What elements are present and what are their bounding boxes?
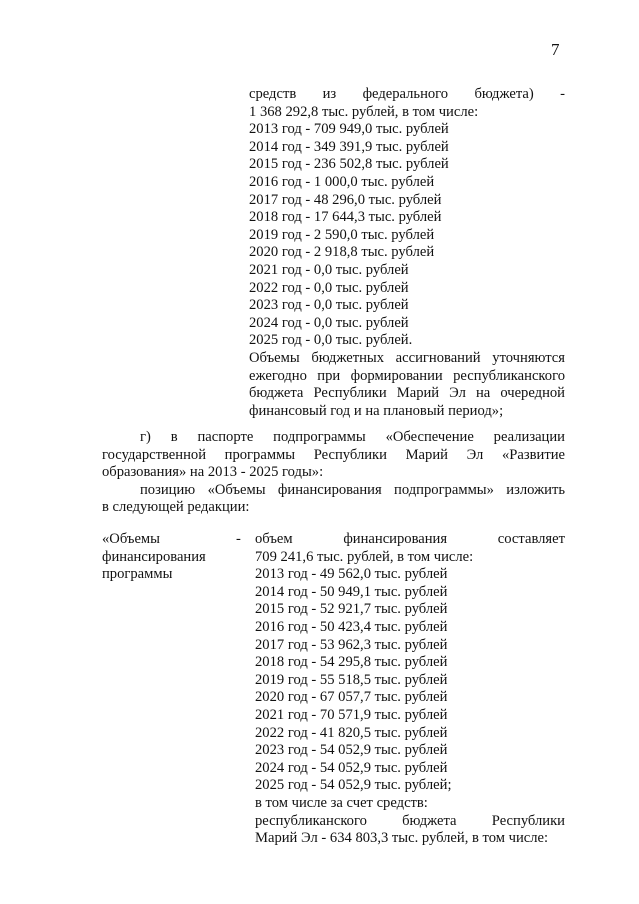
- text-line: финансовый год и на плановый период»;: [249, 402, 504, 419]
- year-line: 2019 год - 2 590,0 тыс. рублей: [249, 226, 435, 243]
- year-line: 2015 год - 236 502,8 тыс. рублей: [249, 156, 449, 173]
- year-line: 2024 год - 54 052,9 тыс. рублей: [255, 759, 448, 776]
- paragraph-line: образования» на 2013 - 2025 годы»:: [102, 464, 324, 481]
- funding-federal-block: [249, 86, 565, 420]
- text-line: объем финансирования составляет: [255, 531, 565, 547]
- year-line: 2014 год - 349 391,9 тыс. рублей: [249, 138, 449, 155]
- text-line: 709 241,6 тыс. рублей, в том числе:: [255, 548, 474, 565]
- year-line: 2024 год - 0,0 тыс. рублей: [249, 314, 409, 331]
- label-line: финансирования: [102, 548, 206, 565]
- year-line: 2022 год - 41 820,5 тыс. рублей: [255, 724, 448, 741]
- text-line: в том числе за счет средств:: [255, 794, 428, 811]
- year-line: 2016 год - 1 000,0 тыс. рублей: [249, 173, 435, 190]
- year-line: 2018 год - 54 295,8 тыс. рублей: [255, 654, 448, 671]
- year-line: 2013 год - 709 949,0 тыс. рублей: [249, 121, 449, 138]
- position-label: [102, 531, 252, 584]
- page-number: 7: [551, 40, 560, 59]
- year-line: 2021 год - 0,0 тыс. рублей: [249, 261, 409, 278]
- text-line: 1 368 292,8 тыс. рублей, в том числе:: [249, 103, 479, 120]
- text-line: ежегодно при формировании республиканского: [249, 367, 565, 384]
- year-line: 2025 год - 54 052,9 тыс. рублей;: [255, 777, 452, 794]
- year-line: 2013 год - 49 562,0 тыс. рублей: [255, 566, 448, 583]
- funding-subprogram-block: [255, 531, 565, 848]
- year-line: 2015 год - 52 921,7 тыс. рублей: [255, 601, 448, 618]
- year-line: 2023 год - 0,0 тыс. рублей: [249, 297, 409, 314]
- year-line: 2025 год - 0,0 тыс. рублей.: [249, 332, 413, 349]
- year-line: 2021 год - 70 571,9 тыс. рублей: [255, 706, 448, 723]
- paragraph-line: в следующей редакции:: [102, 499, 250, 516]
- paragraph-line: г) в паспорте подпрограммы «Обеспечение реализации: [140, 429, 565, 445]
- label-line: «Объемы: [102, 531, 160, 547]
- paragraph-line: государственной программы Республики Марий Эл «Развитие: [102, 446, 565, 463]
- text-line: республиканского бюджета Республики: [255, 812, 565, 829]
- label-dash: -: [236, 531, 241, 547]
- amendment-paragraphs: [102, 429, 565, 517]
- paragraph-line: позицию «Объемы финансирования подпрограммы» изложить: [140, 481, 565, 498]
- year-line: 2019 год - 55 518,5 тыс. рублей: [255, 671, 448, 688]
- year-line: 2016 год - 50 423,4 тыс. рублей: [255, 618, 448, 635]
- text-line: бюджета Республики Марий Эл на очередной: [249, 385, 565, 402]
- text-line: средств из федерального бюджета) -: [249, 86, 565, 102]
- year-line: 2014 год - 50 949,1 тыс. рублей: [255, 583, 448, 600]
- year-line: 2023 год - 54 052,9 тыс. рублей: [255, 742, 448, 759]
- text-line: Объемы бюджетных ассигнований уточняются: [249, 349, 565, 366]
- year-line: 2022 год - 0,0 тыс. рублей: [249, 279, 409, 296]
- text-line: Марий Эл - 634 803,3 тыс. рублей, в том числе:: [255, 830, 549, 847]
- year-line: 2017 год - 48 296,0 тыс. рублей: [249, 191, 442, 208]
- year-line: 2020 год - 67 057,7 тыс. рублей: [255, 689, 448, 706]
- year-line: 2018 год - 17 644,3 тыс. рублей: [249, 209, 442, 226]
- year-line: 2017 год - 53 962,3 тыс. рублей: [255, 636, 448, 653]
- year-line: 2020 год - 2 918,8 тыс. рублей: [249, 244, 435, 261]
- label-line: программы: [102, 566, 173, 583]
